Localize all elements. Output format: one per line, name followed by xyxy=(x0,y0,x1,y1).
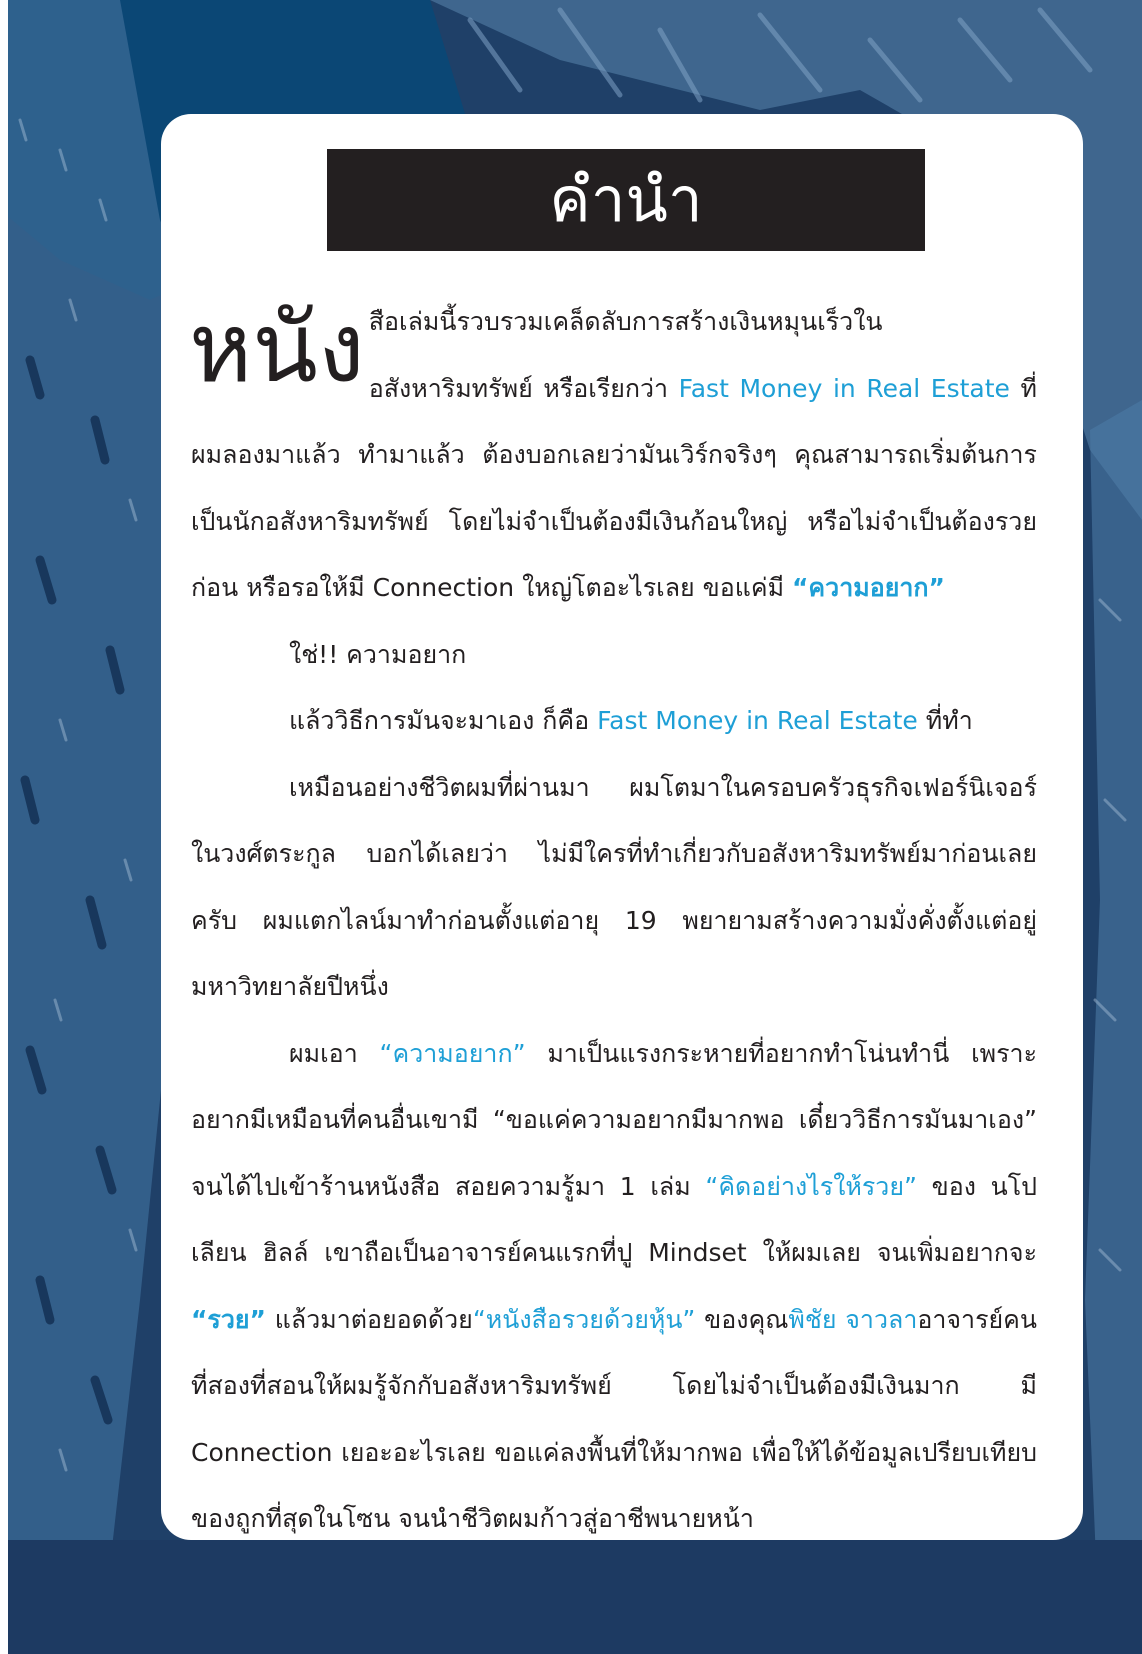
text: แล้วมาต่อยอดด้วย xyxy=(265,1304,473,1334)
paragraph-4 xyxy=(191,755,1037,1021)
content-card xyxy=(161,114,1083,1540)
text: ที่ผมลองมาแล้ว ทำมาแล้ว ต้องบอกเลยว่ามันเวิร์กจริงๆ คุณสามารถเริ่มต้นการเป็นนักอสังหาริมทรัพย์ โดยไม่จำเป็นต้องมีเงินก้อนใหญ่ หรือไม่จำเป็นต้องรวยก่อน หรือรอให้มี Connection ใหญ่โตอะไรเลย ขอแค่มี xyxy=(191,373,1038,602)
paragraph-2 xyxy=(191,622,1037,689)
highlight-text: Fast Money in Real Estate xyxy=(597,706,918,735)
text: ผมเอา xyxy=(289,1038,380,1068)
text: แล้ววิธีการมันจะมาเอง ก็คือ xyxy=(289,706,598,735)
text: ของ นโปเลียน ฮิลล์ เขาถือเป็นอาจารย์คนแรกที่ปู Mindset ให้ผมเลย จนเพิ่มอยากจะ xyxy=(191,1171,1038,1267)
text: ที่ทำ xyxy=(917,706,973,735)
title-bar xyxy=(327,149,925,251)
paragraph-5 xyxy=(191,1021,1037,1553)
text: ของคุณ xyxy=(695,1304,789,1334)
highlight-text: พิชัย จาวลา xyxy=(788,1304,918,1334)
highlight-text: “ความอยาก” xyxy=(379,1038,526,1068)
text: มาเป็นแรงกระหายที่อยากทำโน่นทำนี่ เพราะอยากมีเหมือนที่คนอื่นเขามี “ขอแค่ความอยากมีมากพอ เดี๋ยววิธีการมันมาเอง” จนได้ไปเข้าร้านหนังสือ สอยความรู้มา 1 เล่ม xyxy=(191,1038,1037,1201)
page-title: คำนำ xyxy=(549,163,703,236)
highlight-text: “ความอยาก” xyxy=(792,573,945,602)
text: สือเล่มนี้รวบรวมเคล็ดลับการสร้างเงินหมุนเร็วในอสังหาริมทรัพย์ หรือเรียกว่า xyxy=(368,307,883,403)
paragraph-3 xyxy=(191,688,1037,755)
drop-cap: หนัง xyxy=(189,292,365,404)
highlight-text: “หนังสือรวยด้วยหุ้น” xyxy=(472,1304,696,1334)
paragraph-1 xyxy=(191,289,1037,622)
text: ใช่!! ความอยาก xyxy=(289,639,467,669)
text: อาจารย์คนที่สองที่สอนให้ผมรู้จักกับอสังหาริมทรัพย์ โดยไม่จำเป็นต้องมีเงินมาก มี Connection เยอะอะไรเลย ขอแค่ลงพื้นที่ให้มากพอ เพื่อให้ได้ข้อมูลเปรียบเทียบของถูกที่สุดในโซน จนนำชีวิตผมก้าวสู่อาชีพนายหน้า xyxy=(191,1304,1037,1533)
highlight-text: Fast Money in Real Estate xyxy=(678,373,1010,403)
highlight-text: “รวย” xyxy=(191,1304,266,1334)
preface-body xyxy=(191,289,1037,1553)
highlight-text: “คิดอย่างไรให้รวย” xyxy=(705,1171,917,1201)
text: เหมือนอย่างชีวิตผมที่ผ่านมา ผมโตมาในครอบครัวธุรกิจเฟอร์นิเจอร์ ในวงศ์ตระกูล บอกได้เลยว่า ไม่มีใครที่ทำเกี่ยวกับอสังหาริมทรัพย์มาก่อนเลยครับ ผมแตกไลน์มาทำก่อนตั้งแต่อายุ 19 พยายามสร้างความมั่งคั่งตั้งแต่อยู่มหาวิทยาลัยปีหนึ่ง xyxy=(191,772,1037,1001)
left-edge-strip xyxy=(0,0,8,1654)
